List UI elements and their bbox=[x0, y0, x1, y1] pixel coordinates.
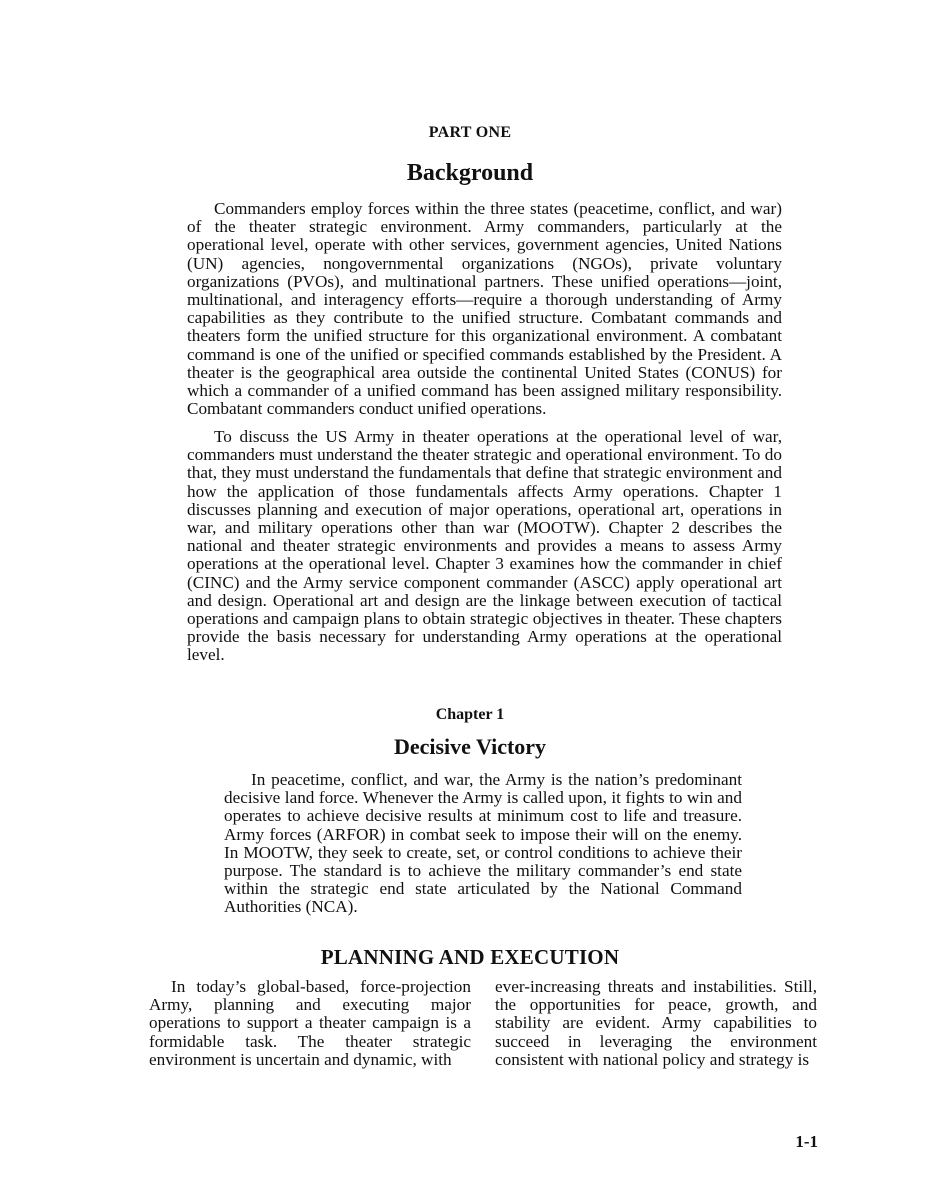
part-title: Background bbox=[406, 160, 534, 186]
background-paragraph-2: To discuss the US Army in theater operations at the operational level of war, commanders must understand the theater strategic and operational environment. To do that, they must understand the fundamentals that define that strategic environment and how the application of those fundamentals affects Army operations. Chapter 1 discusses planning and execution of major operations, operational art, operations in war, and military operations other than war (MOOTW). Chapter 2 describes the national and theater strategic environments and provides a means to assess Army operations at the operational level. Chapter 3 examines how the commander in chief (CINC) and the Army service component commander (ASCC) apply operational art and design. Operational art and design are the linkage between execution of tactical operations and campaign plans to obtain strategic objectives in theater. These chapters provide the basis necessary for understanding Army operations at the operational level. bbox=[187, 427, 782, 665]
part-label: PART ONE bbox=[428, 124, 512, 141]
section-right-column: ever-increasing threats and instabilities. Still, the opportunities for peace, growth, and stability are evident. Army capabilities to succeed in leveraging the environment consistent with national policy and strategy is bbox=[495, 977, 817, 1069]
chapter-intro-paragraph: In peacetime, conflict, and war, the Army is the nation’s predominant decisive land force. Whenever the Army is called upon, it fights to win and operates to achieve decisive results at minimum cost to life and treasure. Army forces (ARFOR) in combat seek to impose their will on the enemy. In MOOTW, they seek to create, set, or control conditions to achieve their purpose. The standard is to achieve the military commander’s end state within the strategic end state articulated by the National Command Authorities (NCA). bbox=[224, 770, 742, 917]
chapter-label: Chapter 1 bbox=[435, 706, 505, 723]
page-number: 1-1 bbox=[795, 1132, 818, 1151]
section-title: PLANNING AND EXECUTION bbox=[320, 945, 620, 969]
section-left-column: In today’s global-based, force-projection Army, planning and executing major operations to support a theater campaign is a formidable task. The theater strategic environment is uncertain and dynamic, with bbox=[149, 977, 471, 1069]
background-paragraph-1: Commanders employ forces within the three states (peacetime, conflict, and war) of the theater strategic environment. Army commanders, particularly at the operational level, operate with other services, government agencies, United Nations (UN) agencies, nongovernmental organizations (NGOs), private voluntary organizations (PVOs), and multinational partners. These unified operations—joint, multinational, and interagency efforts—require a thorough understanding of Army capabilities as they contribute to the unified structure. Combatant commands and theaters form the unified structure for this organizational environment. A combatant command is one of the unified or specified commands established by the President. A theater is the geographical area outside the continental United States (CONUS) for which a commander of a unified command has been assigned military responsibility. Combatant commanders conduct unified operations. bbox=[187, 199, 782, 419]
chapter-title: Decisive Victory bbox=[393, 734, 547, 759]
